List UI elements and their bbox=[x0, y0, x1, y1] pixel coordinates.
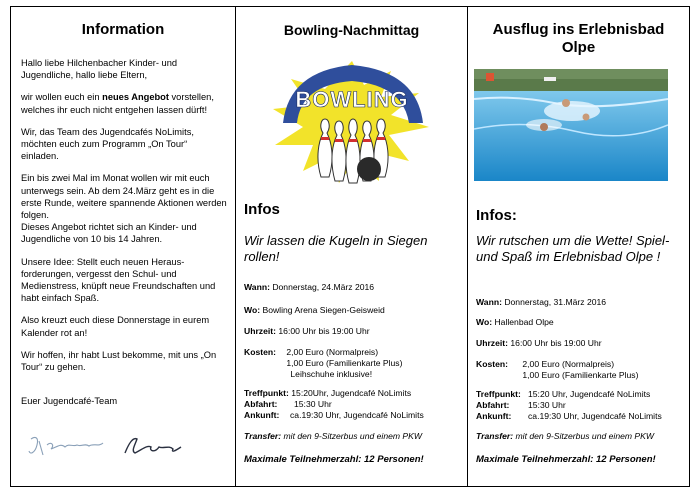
departure-value: 15:30 Uhr bbox=[528, 400, 566, 410]
swimming-when bbox=[476, 297, 606, 308]
where-label: Wo: bbox=[476, 317, 493, 327]
swimming-max-participants: Maximale Teilnehmerzahl: 12 Personen! bbox=[476, 454, 656, 465]
logo-word: BOWLING bbox=[295, 87, 409, 112]
bowling-infos-heading: Infos bbox=[244, 201, 280, 218]
departure-label: Abfahrt: bbox=[244, 399, 278, 409]
intro-text-end: vorstellen, welches ihr euch nicht entgehen lassen dürft! bbox=[21, 92, 214, 115]
when-label: Wann: bbox=[476, 297, 502, 307]
swimming-transfer bbox=[476, 431, 654, 442]
cost-family: 1,00 Euro (Familienkarte Plus) bbox=[286, 358, 403, 368]
arrival-label: Ankunft: bbox=[476, 411, 512, 421]
where-label: Wo: bbox=[244, 305, 261, 315]
meeting-label: Treffpunkt: bbox=[476, 389, 521, 399]
bowling-tagline: Wir lassen die Kugeln in Siegen rollen! bbox=[244, 233, 428, 264]
arrival-value: ca.19:30 Uhr, Jugendcafé NoLimits bbox=[290, 410, 424, 420]
calendar-paragraph: Also kreuzt euch diese Donnerstage in eurem Kalender rot an! bbox=[21, 315, 210, 338]
when-label: Wann: bbox=[244, 282, 270, 292]
meeting-value: 15:20Uhr, Jugendcafé NoLimits bbox=[288, 388, 412, 398]
where-value: Bowling Arena Siegen-Geisweid bbox=[260, 305, 385, 315]
transfer-label: Transfer: bbox=[244, 431, 282, 441]
bowling-max-participants: Maximale Teilnehmerzahl: 12 Personen! bbox=[244, 454, 424, 465]
idea-paragraph: Unsere Idee: Stellt euch neuen Heraus-forderungen, vergesst den Schul- und Medienstress, knüpft neue Freundschaften und habt einfach Spaß. bbox=[21, 256, 216, 304]
schedule-paragraph bbox=[21, 172, 227, 245]
swimming-panel bbox=[468, 6, 690, 487]
bowling-time bbox=[244, 326, 370, 337]
intro-highlight: neues Angebot bbox=[102, 92, 169, 103]
bowling-panel bbox=[236, 6, 468, 487]
meeting-label: Treffpunkt: bbox=[244, 388, 289, 398]
information-body bbox=[21, 57, 227, 417]
age-text: Dieses Angebot richtet sich an Kinder- und Jugendliche von 10 bis 14 Jahren. bbox=[21, 222, 197, 245]
bowling-where bbox=[244, 305, 385, 316]
time-label: Uhrzeit: bbox=[244, 326, 276, 336]
signoff: Euer Jugendcafé-Team bbox=[21, 396, 118, 407]
meeting-value: 15:20 Uhr, Jugendcafé NoLimits bbox=[528, 389, 651, 399]
bowling-title: Bowling-Nachmittag bbox=[283, 22, 420, 38]
cost-normal: 2,00 Euro (Normalpreis) bbox=[522, 359, 615, 369]
intro-text: wir wollen euch ein bbox=[21, 92, 103, 103]
swimming-meeting bbox=[476, 389, 662, 422]
time-label: Uhrzeit: bbox=[476, 338, 508, 348]
arrival-label: Ankunft: bbox=[244, 410, 280, 420]
cost-normal: 2,00 Euro (Normalpreis) bbox=[286, 347, 379, 357]
bowling-meeting bbox=[244, 388, 424, 421]
bowling-costs bbox=[244, 347, 402, 380]
when-value: Donnerstag, 24.März 2016 bbox=[269, 282, 375, 292]
arrival-value: ca.19:30 Uhr, Jugendcafé NoLimits bbox=[528, 411, 662, 421]
team-paragraph: Wir, das Team des Jugendcafés NoLimits, möchten euch zum Programm „On Tour“ einladen. bbox=[21, 126, 194, 162]
swimming-infos-heading: Infos: bbox=[476, 207, 517, 224]
transfer-value: mit den 9-Sitzerbus und einem PKW bbox=[513, 431, 655, 441]
swimming-costs bbox=[476, 359, 638, 381]
time-value: 16:00 Uhr bis 19:00 Uhr bbox=[276, 326, 370, 336]
swimming-tagline: Wir rutschen um die Wette! Spiel- und Spaß im Erlebnisbad Olpe ! bbox=[476, 233, 670, 264]
pool-photo bbox=[474, 69, 668, 181]
time-value: 16:00 Uhr bis 19:00 Uhr bbox=[508, 338, 602, 348]
swimming-where bbox=[476, 317, 554, 328]
information-title: Information bbox=[81, 21, 165, 38]
swimming-time bbox=[476, 338, 602, 349]
where-value: Hallenbad Olpe bbox=[492, 317, 554, 327]
intro-paragraph bbox=[21, 91, 227, 115]
bowling-transfer bbox=[244, 431, 422, 442]
bowling-logo bbox=[269, 57, 435, 185]
bowling-when bbox=[244, 282, 374, 293]
closing-paragraph: Wir hoffen, ihr habt Lust bekomme, mit uns „On Tour“ zu gehen. bbox=[21, 349, 217, 373]
cost-family: 1,00 Euro (Familienkarte Plus) bbox=[522, 370, 639, 380]
information-panel bbox=[10, 6, 236, 487]
departure-value: 15:30 Uhr bbox=[294, 399, 332, 409]
greeting: Hallo liebe Hilchenbacher Kinder- und Jugendliche, hallo liebe Eltern, bbox=[21, 58, 178, 81]
transfer-label: Transfer: bbox=[476, 431, 514, 441]
when-value: Donnerstag, 31.März 2016 bbox=[501, 297, 607, 307]
swimming-title: Ausflug ins Erlebnisbad Olpe bbox=[492, 21, 665, 56]
costs-label: Kosten: bbox=[476, 359, 508, 369]
departure-label: Abfahrt: bbox=[476, 400, 510, 410]
schedule-text: Ein bis zwei Mal im Monat wollen wir mit euch unterwegs sein. Ab dem 24.März geht es in die erste Runde, weitere spannende Aktionen werden folgen. bbox=[21, 173, 227, 221]
costs-label: Kosten: bbox=[244, 347, 276, 357]
transfer-value: mit den 9-Sitzerbus und einem PKW bbox=[281, 431, 423, 441]
signatures-image bbox=[25, 431, 225, 461]
shoe-rental-note: Leihschuhe inklusive! bbox=[290, 369, 373, 379]
